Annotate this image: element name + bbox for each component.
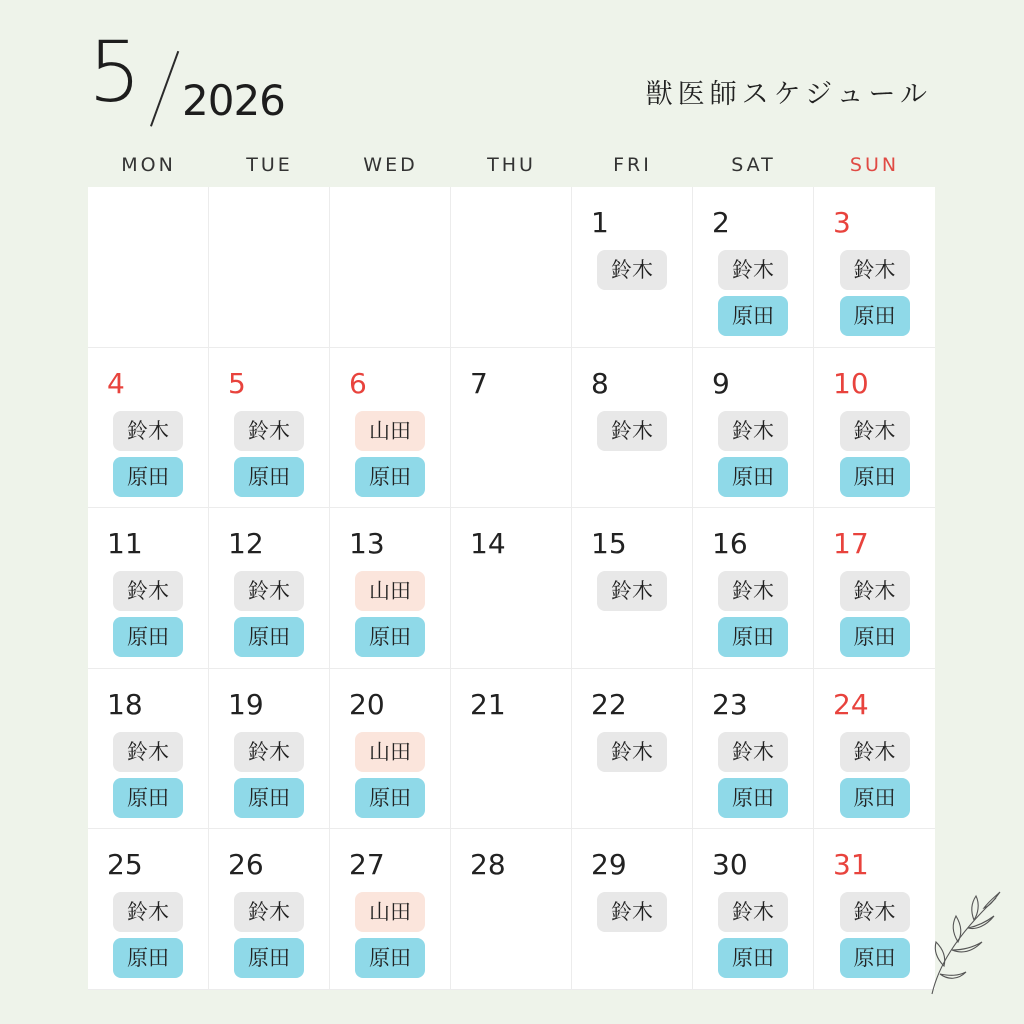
day-number: 21 [470, 687, 506, 721]
staff-tag: 原田 [718, 296, 788, 336]
day-number: 23 [712, 687, 748, 721]
staff-tags [572, 732, 692, 772]
calendar-day-cell [451, 669, 572, 830]
staff-tag: 鈴木 [597, 250, 667, 290]
calendar-day-cell [693, 669, 814, 830]
staff-tag: 鈴木 [840, 250, 910, 290]
day-number: 5 [228, 366, 246, 400]
day-number: 4 [107, 366, 125, 400]
staff-tag: 原田 [718, 457, 788, 497]
calendar-day-cell [451, 829, 572, 990]
staff-tags [209, 411, 329, 497]
calendar-day-cell [209, 508, 330, 669]
staff-tags [693, 732, 813, 818]
calendar-day-cell [693, 829, 814, 990]
staff-tag: 鈴木 [234, 571, 304, 611]
calendar-day-cell [572, 187, 693, 348]
schedule-title: 獣医師スケジュール [645, 79, 932, 110]
day-number: 12 [228, 527, 264, 561]
staff-tags [209, 892, 329, 978]
day-number: 14 [470, 527, 506, 561]
calendar-day-cell [209, 829, 330, 990]
staff-tag: 山田 [355, 411, 425, 451]
weekday-tue: TUE [246, 154, 293, 176]
weekday-header [88, 154, 935, 176]
staff-tags [814, 411, 935, 497]
day-number: 17 [833, 527, 869, 561]
calendar-day-cell [330, 508, 451, 669]
calendar-day-cell [88, 348, 209, 509]
staff-tag: 鈴木 [234, 411, 304, 451]
calendar-day-cell [814, 829, 935, 990]
staff-tag: 原田 [355, 457, 425, 497]
month-number: 5 [88, 23, 142, 121]
staff-tag: 原田 [113, 938, 183, 978]
day-number: 20 [349, 687, 385, 721]
day-number: 22 [591, 687, 627, 721]
staff-tags [88, 571, 208, 657]
day-number: 9 [712, 366, 730, 400]
calendar-day-cell [572, 508, 693, 669]
staff-tags [209, 571, 329, 657]
day-number: 15 [591, 527, 627, 561]
staff-tag: 鈴木 [718, 732, 788, 772]
staff-tags [572, 571, 692, 611]
calendar-day-cell [330, 669, 451, 830]
day-number: 19 [228, 687, 264, 721]
staff-tag: 原田 [718, 778, 788, 818]
day-number: 27 [349, 848, 385, 882]
staff-tags [693, 571, 813, 657]
staff-tag: 鈴木 [718, 411, 788, 451]
calendar-day-cell [88, 669, 209, 830]
calendar-day-cell [693, 348, 814, 509]
staff-tags [572, 892, 692, 932]
staff-tag: 原田 [355, 778, 425, 818]
staff-tag: 鈴木 [840, 411, 910, 451]
staff-tag: 原田 [113, 457, 183, 497]
calendar-day-cell [451, 508, 572, 669]
calendar-day-cell [572, 669, 693, 830]
day-number: 26 [228, 848, 264, 882]
day-number: 1 [591, 206, 609, 239]
day-number: 30 [712, 848, 748, 882]
slash-divider [150, 51, 179, 127]
calendar-day-cell [693, 187, 814, 348]
calendar-day-cell [814, 508, 935, 669]
staff-tag: 鈴木 [718, 571, 788, 611]
calendar-grid [88, 187, 935, 990]
weekday-mon: MON [121, 154, 176, 176]
calendar-day-cell [209, 669, 330, 830]
staff-tag: 鈴木 [718, 250, 788, 290]
staff-tags [209, 732, 329, 818]
staff-tag: 鈴木 [113, 892, 183, 932]
day-number: 8 [591, 366, 609, 400]
calendar-day-cell [88, 508, 209, 669]
staff-tag: 鈴木 [597, 892, 667, 932]
staff-tag: 原田 [113, 778, 183, 818]
calendar-day-cell [209, 187, 330, 348]
weekday-sat: SAT [731, 154, 776, 176]
staff-tag: 鈴木 [113, 732, 183, 772]
staff-tag: 鈴木 [597, 411, 667, 451]
calendar-day-cell [88, 829, 209, 990]
staff-tags [693, 892, 813, 978]
calendar-day-cell [451, 348, 572, 509]
staff-tag: 原田 [355, 617, 425, 657]
calendar-day-cell [572, 348, 693, 509]
staff-tags [814, 250, 935, 336]
staff-tag: 鈴木 [234, 892, 304, 932]
calendar-day-cell [814, 669, 935, 830]
staff-tags [814, 571, 935, 657]
staff-tag: 原田 [234, 938, 304, 978]
staff-tag: 山田 [355, 732, 425, 772]
calendar-day-cell [693, 508, 814, 669]
staff-tag: 原田 [234, 457, 304, 497]
staff-tag: 原田 [840, 938, 910, 978]
day-number: 16 [712, 527, 748, 561]
calendar-day-cell [330, 348, 451, 509]
staff-tags [88, 732, 208, 818]
staff-tag: 鈴木 [718, 892, 788, 932]
staff-tag: 原田 [840, 778, 910, 818]
staff-tags [330, 892, 450, 978]
day-number: 24 [833, 687, 869, 721]
day-number: 11 [107, 527, 143, 561]
day-number: 2 [712, 206, 730, 239]
staff-tag: 鈴木 [840, 571, 910, 611]
staff-tag: 鈴木 [597, 571, 667, 611]
staff-tag: 鈴木 [840, 892, 910, 932]
staff-tags [572, 411, 692, 451]
day-number: 13 [349, 527, 385, 561]
staff-tag: 原田 [718, 938, 788, 978]
staff-tags [330, 571, 450, 657]
staff-tags [330, 732, 450, 818]
staff-tag: 原田 [840, 617, 910, 657]
calendar-day-cell [451, 187, 572, 348]
staff-tag: 鈴木 [597, 732, 667, 772]
weekday-sun: SUN [849, 154, 900, 176]
staff-tags [330, 411, 450, 497]
day-number: 28 [470, 848, 506, 882]
calendar-day-cell [572, 829, 693, 990]
weekday-wed: WED [363, 154, 418, 176]
calendar-day-cell [814, 187, 935, 348]
day-number: 25 [107, 848, 143, 882]
staff-tags [572, 250, 692, 290]
staff-tag: 鈴木 [113, 571, 183, 611]
day-number: 31 [833, 848, 869, 882]
staff-tag: 原田 [113, 617, 183, 657]
staff-tag: 山田 [355, 571, 425, 611]
leaf-sprig-icon [924, 888, 1004, 998]
staff-tag: 山田 [355, 892, 425, 932]
staff-tag: 原田 [355, 938, 425, 978]
calendar-day-cell [814, 348, 935, 509]
year-label: 2026 [182, 76, 285, 125]
day-number: 7 [470, 366, 488, 400]
day-number: 18 [107, 687, 143, 721]
day-number: 10 [833, 366, 869, 400]
staff-tags [88, 411, 208, 497]
staff-tag: 鈴木 [840, 732, 910, 772]
staff-tags [693, 411, 813, 497]
day-number: 29 [591, 848, 627, 882]
staff-tag: 鈴木 [234, 732, 304, 772]
staff-tags [88, 892, 208, 978]
calendar-day-cell [330, 187, 451, 348]
weekday-fri: FRI [613, 154, 652, 176]
staff-tag: 原田 [840, 457, 910, 497]
day-number: 6 [349, 366, 367, 400]
staff-tag: 原田 [234, 617, 304, 657]
calendar-day-cell [88, 187, 209, 348]
staff-tags [814, 892, 935, 978]
weekday-thu: THU [487, 154, 536, 176]
staff-tag: 原田 [840, 296, 910, 336]
day-number: 3 [833, 206, 851, 239]
staff-tag: 原田 [234, 778, 304, 818]
staff-tags [814, 732, 935, 818]
staff-tag: 鈴木 [113, 411, 183, 451]
staff-tags [693, 250, 813, 336]
staff-tag: 原田 [718, 617, 788, 657]
calendar-day-cell [330, 829, 451, 990]
calendar-day-cell [209, 348, 330, 509]
